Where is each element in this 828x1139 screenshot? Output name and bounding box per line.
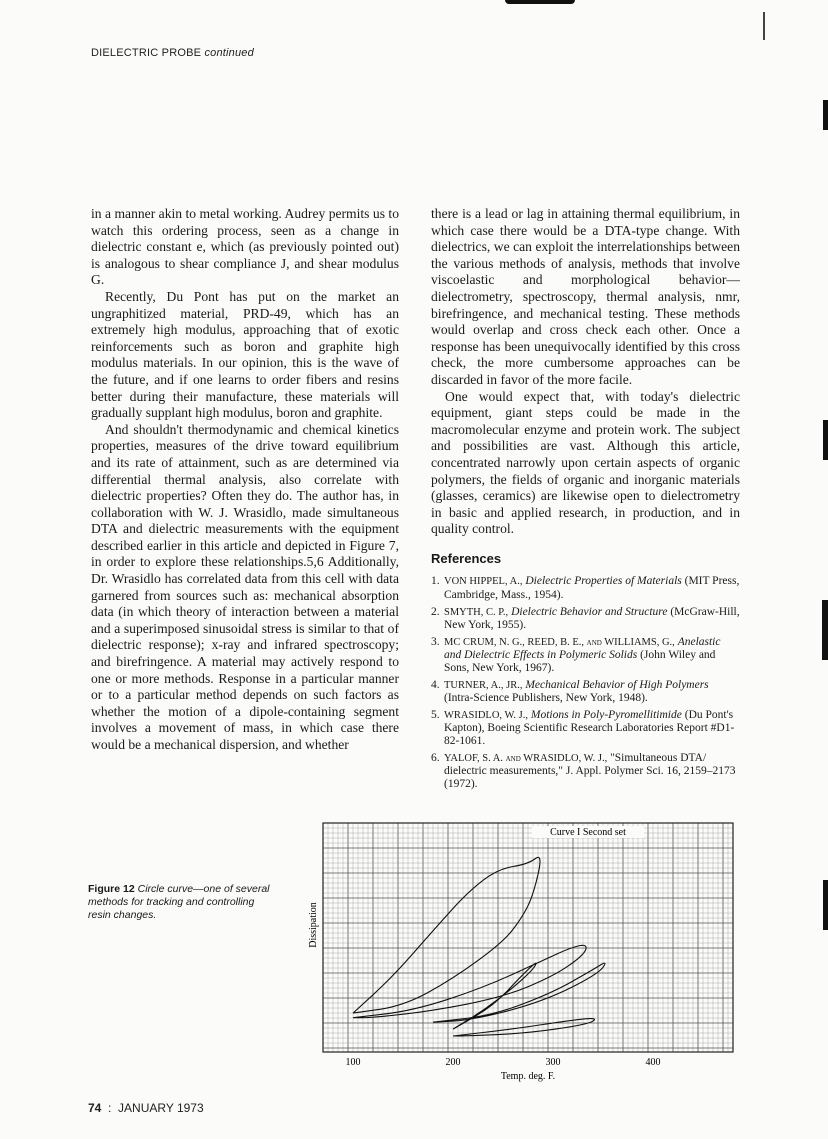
references-list [431, 575, 740, 790]
scan-artifact [823, 420, 828, 460]
curve-series-1 [353, 857, 540, 1013]
paragraph: Recently, Du Pont has put on the market an ungraphitized material, PRD-49, which has an extremely high modulus, approaching that of exotic reinforcements such as boron and graphite high modulus materials. In our opinion, this is the wave of the future, and if one learns to order fibers and resins better during their manufacture, these materials will gradually supplant high modulus, boron and graphite. [91, 288, 399, 421]
right-column [431, 206, 740, 794]
paragraph: And shouldn't thermodynamic and chemical kinetics properties, measures of the drive toward equilibrium and its rate of attainment, such as are determined via differential thermal analysis, also correlate with dielectric properties? Often they do. The author has, in collaboration with W. J. Wrasidlo, made simultaneous DTA and dielectric measurements with the equipment described earlier in this article and depicted in Figure 7, in order to explore these relationships.5,6 Additionally, Dr. Wrasidlo has correlated data from this cell with data garnered from sources such as: mechanical absorption data (in which theory of interaction between a material and a superimposed sinusoidal stress is similar to that of dielectric response); x-ray and infrared spectroscopy; and birefringence. A material may actively respond to one or more methods. Response in a particular manner or to a particular method depends on such factors as whether the motion of a dipole-containing segment involves a movement of mass, in which case there would be a mechanical dispersion, and whether [91, 421, 399, 752]
chart-title: Curve I Second set [550, 827, 626, 838]
running-header [91, 47, 254, 59]
header-continued: continued [204, 47, 254, 59]
reference-item: 5. WRASIDLO, W. J., Motions in Poly-Pyromellitimide (Du Pont's Kapton), Boeing Scientific Research Laboratories Report #D1-82-1061. [431, 708, 735, 747]
x-tick-label: 100 [345, 1057, 361, 1068]
reference-item: 2. SMYTH, C. P., Dielectric Behavior and Structure (McGraw-Hill, New York, 1955). [431, 605, 740, 632]
reference-item: 4. TURNER, A., JR., Mechanical Behavior of High Polymers (Intra-Science Publishers, New York, 1948). [431, 678, 709, 705]
figure-caption-text: Circle curve—one of several methods for tracking and controlling resin changes. [88, 883, 270, 921]
scan-artifact [823, 880, 828, 930]
left-column [91, 206, 399, 754]
footer-separator: : [108, 1101, 112, 1115]
scan-artifact [763, 12, 765, 40]
x-tick-label: 400 [645, 1057, 661, 1068]
x-tick-label: 300 [545, 1057, 561, 1068]
reference-item: 3. MC CRUM, N. G., REED, B. E., and WILLIAMS, G., Anelastic and Dielectric Effects in Polymeric Solids (John Wiley and Sons, New York, 1967). [431, 635, 721, 675]
references-heading: References [431, 550, 502, 566]
chart-curves [353, 857, 605, 1036]
curve-series-4 [433, 963, 605, 1022]
page-number: 74 [88, 1101, 102, 1115]
y-axis-label: Dissipation [308, 902, 319, 948]
header-section: DIELECTRIC PROBE [91, 47, 202, 59]
paragraph: in a manner akin to metal working. Audrey permits us to watch this ordering process, seen as a change in dielectric constant e, which (as previously pointed out) is analogous to shear compliance J, and shear modulus G. [91, 206, 399, 288]
chart-grid [323, 823, 733, 1052]
paragraph: there is a lead or lag in attaining thermal equilibrium, in which case there would be a DTA-type change. With dielectrics, we can exploit the interrelationships between the various methods of analysis, methods that involve viscoelastic and morphological behavior—dielectrometry, spectroscopy, thermal analysis, nmr, birefringence, and mechanical testing. These methods would overlap and cross check each other. Once a response has been unequivocally identified by this cross check, the more cumbersome approaches can be discarded in favor of the more facile. [431, 206, 740, 387]
paragraph: One would expect that, with today's dielectric equipment, giant steps could be made in the macromolecular enzyme and protein work. The subject and possibilities are vast. Although this article, concentrated narrowly upon certain aspects of organic polymers, the fields of organic and inorganic materials (glasses, ceramics) are likewise open to dielectrometry in basic and applied research, in production, and in quality control. [431, 388, 740, 537]
x-tick-label: 200 [445, 1057, 461, 1068]
page-footer [88, 1101, 204, 1115]
reference-item: 6. YALOF, S. A. and WRASIDLO, W. J., "Simultaneous DTA/ dielectric measurements," J. Appl. Polymer Sci. 16, 2159–2173 (1972). [431, 751, 736, 790]
x-axis-label: Temp. deg. F. [500, 1071, 556, 1082]
figure-label: Figure 12 [88, 883, 135, 895]
circle-curve-chart [300, 815, 740, 1090]
scan-artifact [505, 0, 575, 4]
x-tick-labels [346, 1057, 661, 1068]
scan-artifact [822, 600, 828, 660]
scan-artifact [823, 100, 828, 130]
issue-date: JANUARY 1973 [118, 1101, 204, 1115]
figure-caption [88, 883, 273, 922]
reference-item: 1. VON HIPPEL, A., Dielectric Properties of Materials (MIT Press, Cambridge, Mass., 1954). [431, 575, 740, 602]
